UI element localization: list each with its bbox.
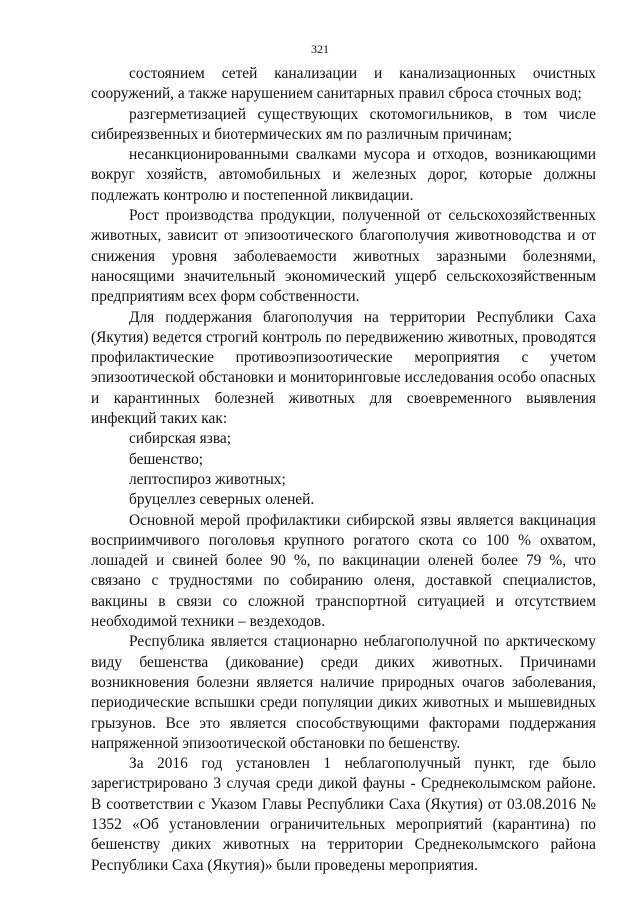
list-item: сибирская язва; bbox=[129, 430, 231, 448]
list-item: бешенство; bbox=[129, 450, 204, 468]
paragraph: Республика является стационарно неблагополучной по арктическому виду бешенства (дикование) среди диких животных. Причинами возникновения болезни является наличие природных очагов заболевания, периодические вспышки среди популяции диких животных и мышевидных грызунов. Все это является способствующими факторами поддержания напряженной эпизоотической обстановки по бешенству. bbox=[91, 633, 596, 752]
page-body bbox=[91, 64, 596, 876]
list-item: лептоспироз животных; bbox=[129, 470, 286, 488]
paragraph: состоянием сетей канализации и канализационных очистных сооружений, а также нарушением санитарных правил сброса сточных вод; bbox=[91, 65, 596, 103]
paragraph: несанкционированными свалками мусора и отходов, возникающими вокруг хозяйств, автомобильных и железных дорог, которые должны подлежать контролю и постепенной ликвидации. bbox=[91, 146, 596, 204]
paragraph: За 2016 год установлен 1 неблагополучный пункт, где было зарегистрировано 3 случая среди дикой фауны - Среднеколымском районе. В соответствии с Указом Главы Республики Саха (Якутия) от 03.08.2016 № 1352 «Об установлении ограничительных мероприятий (карантина) по бешенству диких животных на территории Среднеколымского района Республики Саха (Якутия)» были проведены мероприятия. bbox=[91, 755, 596, 874]
paragraph: разгерметизацией существующих скотомогильников, в том числе сибиреязвенных и биотермических ям по различным причинам; bbox=[91, 105, 596, 143]
paragraph: Рост производства продукции, полученной от сельскохозяйственных животных, зависит от эпизоотического благополучия животноводства и от снижения уровня заболеваемости животных заразными болезнями, наносящими значительный экономический ущерб сельскохозяйственным предприятиям всех форм собственности. bbox=[91, 207, 596, 306]
page-number: 321 bbox=[311, 42, 329, 56]
paragraph: Для поддержания благополучия на территории Республики Саха (Якутия) ведется строгий контроль по передвижению животных, проводятся профилактические противоэпизоотические мероприятия с учетом эпизоотической обстановки и мониторинговые исследования особо опасных и карантинных болезней животных для своевременного выявления инфекций таких как: bbox=[91, 308, 596, 428]
paragraph: Основной мерой профилактики сибирской язвы является вакцинация восприимчивого поголовья крупного рогатого скота со 100 % охватом, лошадей и свиней более 90 %, по вакцинации оленей более 79 %, что связано с трудностями по собиранию оленя, доставкой специалистов, вакцины в связи со сложной транспортной ситуацией и отсутствием необходимой техники – вездеходов. bbox=[91, 511, 596, 631]
list-item: бруцеллез северных оленей. bbox=[129, 491, 315, 509]
